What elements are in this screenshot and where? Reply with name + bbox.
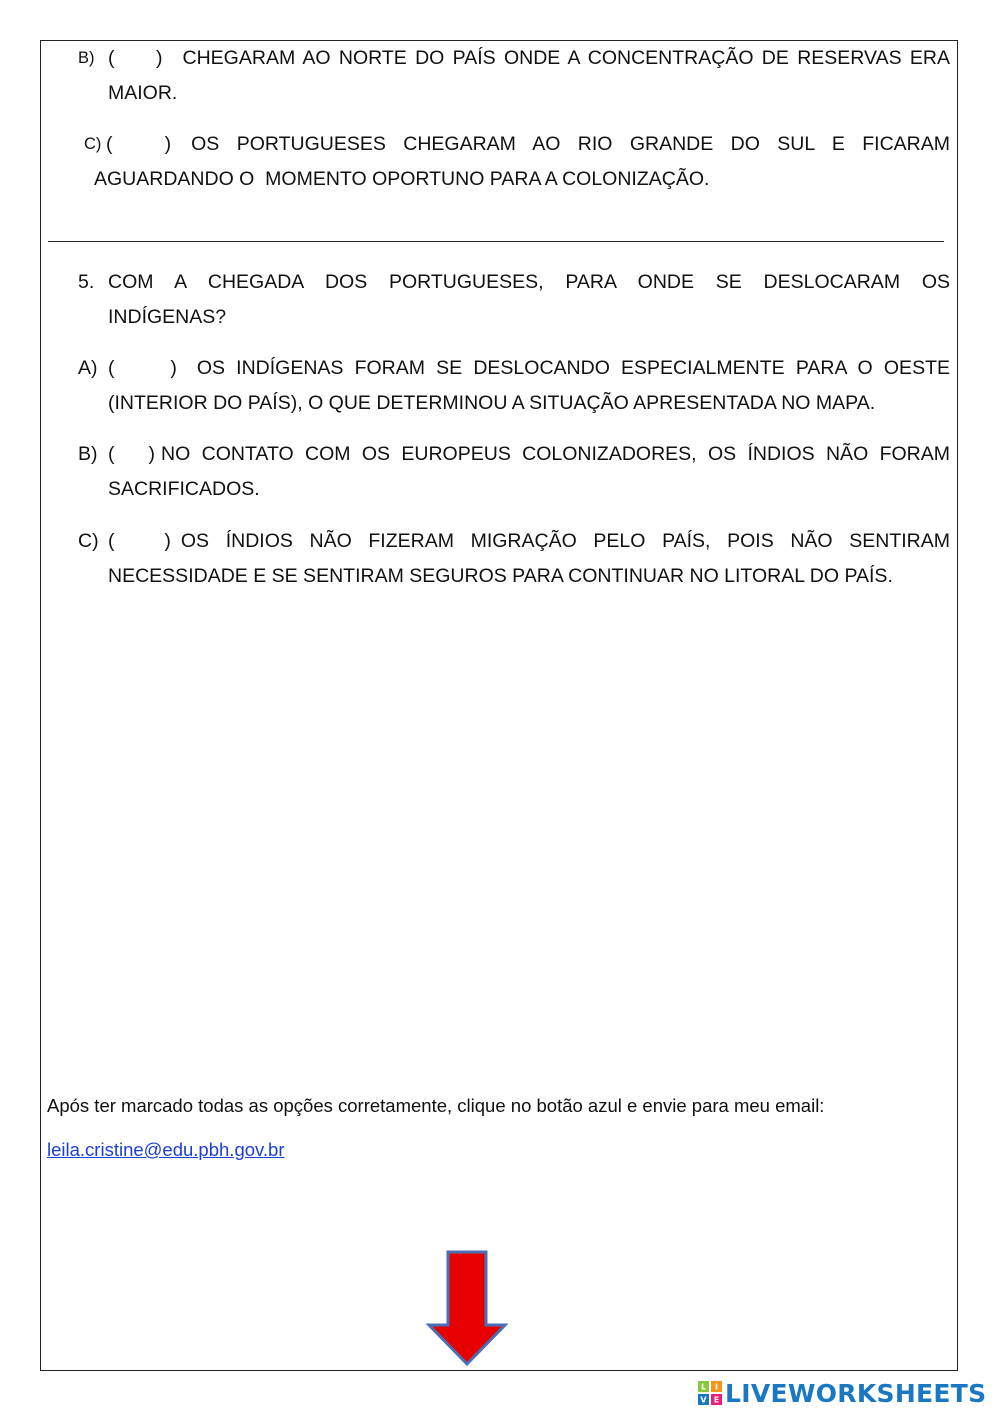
svg-text:E: E — [713, 1395, 720, 1405]
answer-checkbox[interactable]: ( ) — [108, 530, 171, 552]
answer-checkbox[interactable]: ( ) — [106, 133, 172, 155]
svg-text:V: V — [700, 1395, 707, 1405]
svg-text:L: L — [700, 1382, 707, 1392]
option-line-2: NECESSIDADE E SE SENTIRAM SEGUROS PARA CONTINUAR NO LITORAL DO PAÍS. — [108, 565, 893, 587]
option-line-2: SACRIFICADOS. — [108, 478, 260, 500]
option-line-1: ( ) CHEGARAM AO NORTE DO PAÍS ONDE A CONCENTRAÇÃO DE RESERVAS ERA — [108, 47, 950, 69]
option-line-1: ( ) OS PORTUGUESES CHEGARAM AO RIO GRANDE DO SUL E FICARAM — [106, 133, 950, 155]
option-q5-b — [78, 437, 950, 507]
section-divider — [48, 241, 944, 242]
option-line-1: ( ) NO CONTATO COM OS EUROPEUS COLONIZADORES, OS ÍNDIOS NÃO FORAM — [108, 443, 950, 465]
option-marker: B) — [78, 49, 95, 67]
liveworksheets-brand — [698, 1377, 986, 1409]
option-q5-a — [78, 351, 950, 421]
answer-checkbox[interactable]: ( ) — [108, 47, 163, 69]
submit-instruction: Após ter marcado todas as opções corretamente, clique no botão azul e envie para meu email: — [47, 1095, 825, 1116]
svg-text:I: I — [715, 1382, 718, 1392]
teacher-email-link[interactable]: leila.cristine@edu.pbh.gov.br — [47, 1139, 285, 1160]
liveworksheets-logo-icon — [698, 1381, 722, 1405]
question-number: 5. — [78, 271, 95, 293]
answer-checkbox[interactable]: ( ) — [108, 357, 177, 379]
question-line-2: INDÍGENAS? — [108, 306, 227, 328]
option-q4-b — [78, 41, 950, 111]
answer-checkbox[interactable]: ( ) — [108, 443, 156, 465]
option-marker: C) — [84, 135, 102, 153]
option-marker: A) — [78, 357, 98, 379]
option-line-2: AGUARDANDO O MOMENTO OPORTUNO PARA A COLONIZAÇÃO. — [94, 168, 710, 190]
option-q5-c — [78, 524, 950, 594]
down-arrow-icon — [426, 1249, 508, 1367]
brand-name: LIVEWORKSHEETS — [725, 1378, 987, 1408]
option-marker: C) — [78, 530, 99, 552]
option-line-1: ( ) OS INDÍGENAS FORAM SE DESLOCANDO ESPECIALMENTE PARA O OESTE — [108, 357, 950, 379]
option-line-2: MAIOR. — [108, 82, 178, 104]
option-marker: B) — [78, 443, 98, 465]
question-line-1: COM A CHEGADA DOS PORTUGUESES, PARA ONDE SE DESLOCARAM OS — [108, 271, 950, 293]
question-5 — [78, 265, 950, 335]
option-line-2: (INTERIOR DO PAÍS), O QUE DETERMINOU A SITUAÇÃO APRESENTADA NO MAPA. — [108, 392, 876, 414]
option-q4-c — [84, 127, 950, 197]
option-line-1: ( ) OS ÍNDIOS NÃO FIZERAM MIGRAÇÃO PELO PAÍS, POIS NÃO SENTIRAM — [108, 530, 950, 552]
worksheet-frame — [40, 40, 958, 1371]
